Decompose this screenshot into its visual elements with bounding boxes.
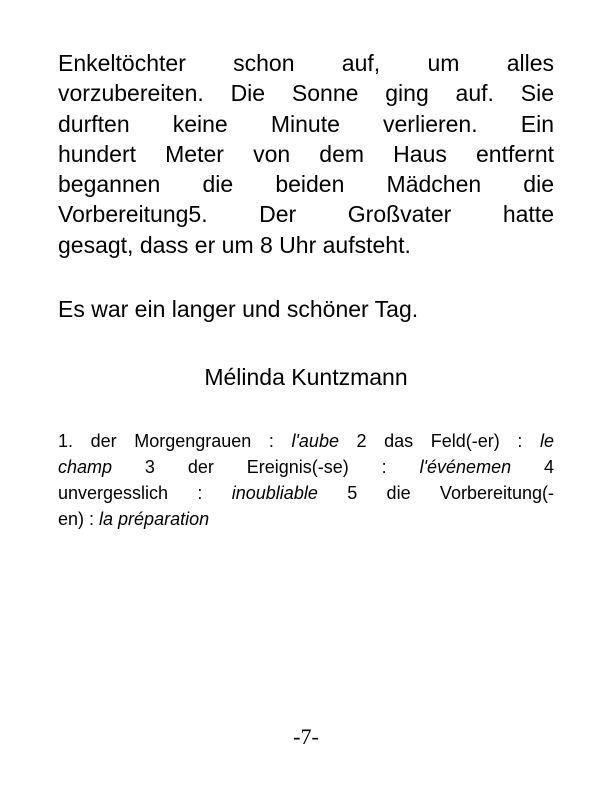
footnote-line — [58, 428, 554, 454]
text-line: Enkeltöchter schon auf, um alles — [58, 50, 554, 76]
vocabulary-footnotes — [58, 428, 554, 532]
footnote-text: 3 der Ereignis(-se) : — [112, 457, 420, 477]
footnote-line — [58, 506, 554, 532]
footnote-translation: l'événemen — [419, 457, 512, 477]
page-number: -7- — [293, 724, 319, 749]
footnote-line — [58, 480, 554, 506]
footnote-text: unvergesslich : — [58, 483, 232, 503]
footnote-translation: le — [539, 431, 554, 451]
footnote-text: 5 die Vorbereitung(- — [317, 483, 554, 503]
footnote-translation: l'aube — [291, 431, 339, 451]
footnote-text: 4 — [511, 457, 555, 477]
closing-sentence: Es war ein langer und schöner Tag. — [58, 296, 419, 322]
footnote-text: 2 das Feld(-er) : — [338, 431, 540, 451]
text-line: hundert Meter von dem Haus entfernt — [58, 140, 554, 167]
footnote-translation: inoubliable — [231, 483, 318, 503]
text-line: vorzubereiten. Die Sonne ging auf. Sie — [58, 80, 554, 107]
text-line: gesagt, dass er um 8 Uhr aufsteht. — [58, 231, 411, 258]
story-paragraph — [58, 48, 554, 260]
footnote-translation: la préparation — [99, 509, 210, 529]
text-line: Vorbereitung5. Der Großvater hatte — [58, 201, 554, 228]
author-name: Mélinda Kuntzmann — [204, 364, 408, 390]
footnote-line — [58, 454, 554, 480]
footnote-text: 1. der Morgengrauen : — [58, 431, 292, 451]
text-line: begannen die beiden Mädchen die — [58, 171, 554, 198]
footnote-translation: champ — [58, 457, 113, 477]
footnote-text: en) : — [58, 509, 100, 529]
text-line: durften keine Minute verlieren. Ein — [58, 110, 554, 137]
